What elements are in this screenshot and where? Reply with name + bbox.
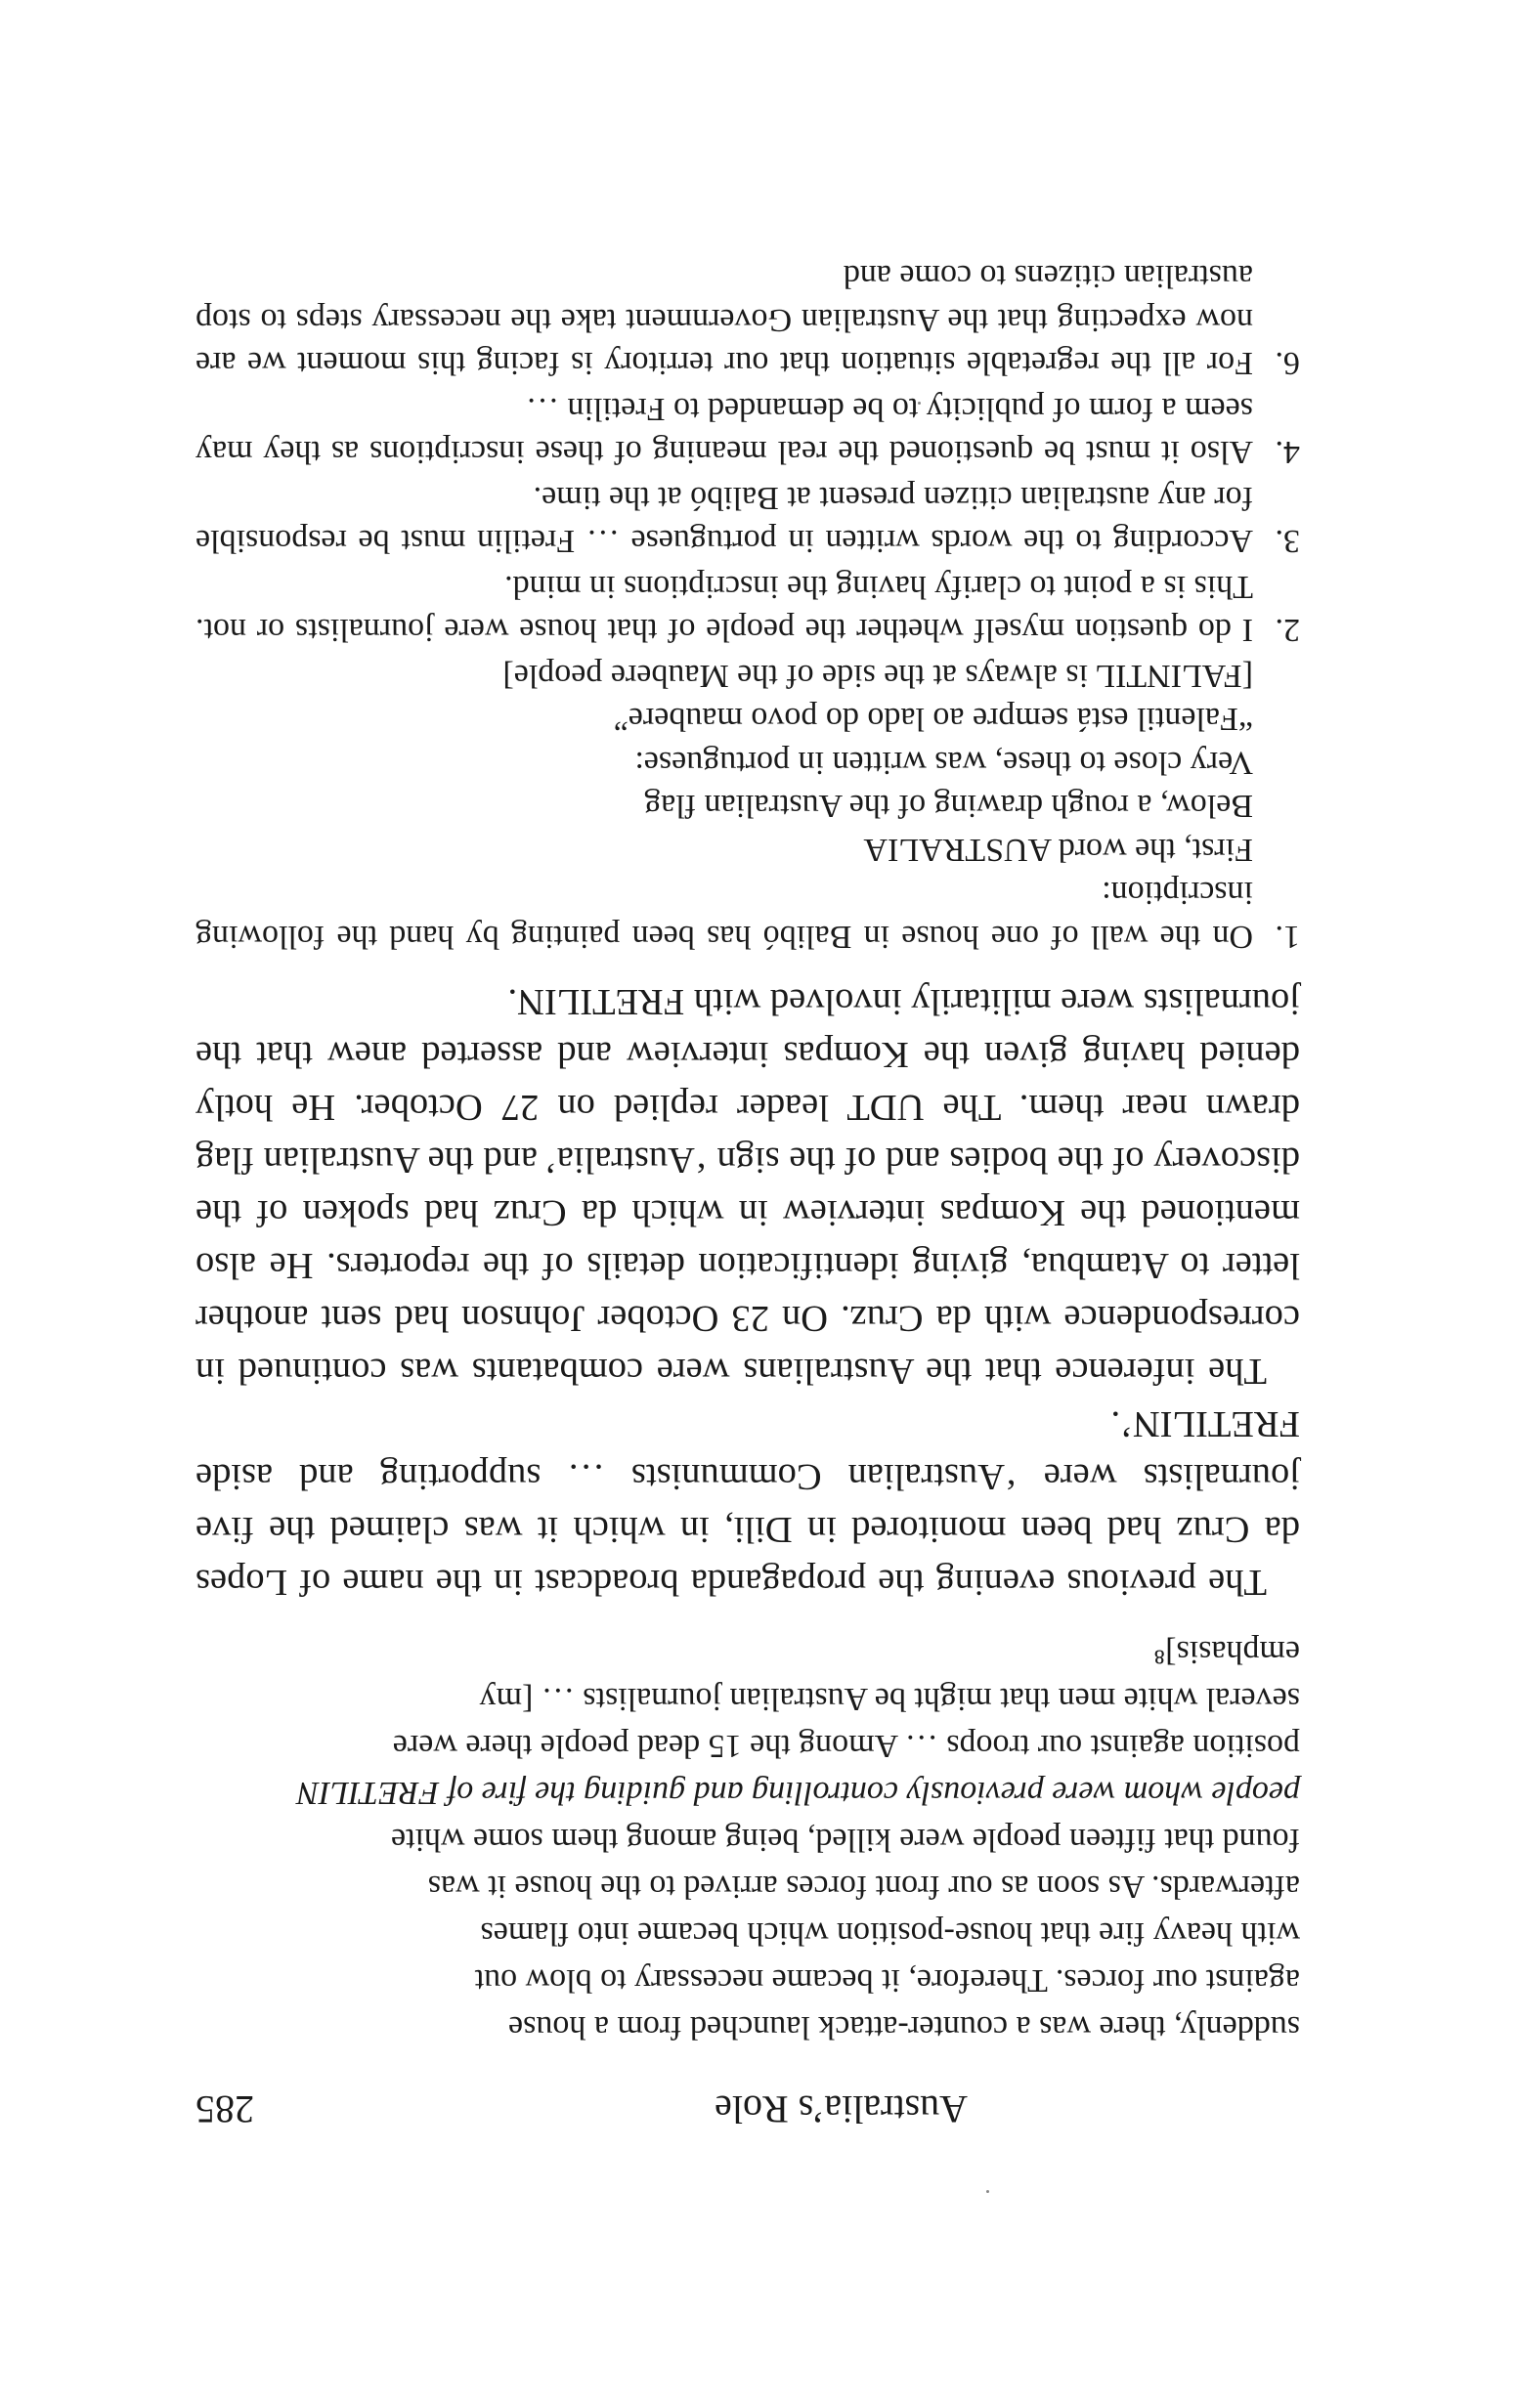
list-item-text: For all the regretable situation that our territory is facing this moment we are now expecting that the Australian Government take the necessary steps to stop australian citizens to come and [195,258,1253,382]
running-head-title: Australia’s Role [715,2087,968,2131]
list-item-text: I do question myself whether the people of that house were journalists or not. This is a point to clarify having the inscriptions in mind. [195,569,1253,649]
list-item-text: Also it must be questioned the real meaning of these inscriptions as they may seem a form of publicity to be demanded to Fretilin … [195,391,1253,471]
quote-line: emphasis]⁸ [1153,1634,1300,1670]
list-item-number: 6. [1275,345,1300,382]
quote-line: with heavy fire that house-position which became into flames [480,1915,1300,1952]
quote-line: found that fifteen people were killed, being among them some white [390,1822,1300,1858]
list-item [195,654,1300,959]
quote-line: people whom were previously controlling and guiding the fire of FRETILIN [296,1775,1300,1811]
list-sub-line: First, the word AUSTRALIA [863,832,1253,868]
list-item [195,254,1300,385]
list-sub-line: Very close to these, was written in portuguese: [634,745,1253,781]
list-sub-line: [FALINTIL is always at the side of the Maubere people] [502,658,1253,694]
quote-block [195,1630,1300,2048]
quote-line: position against our troops … Among the 15 dead people there were [392,1728,1300,1764]
list-item-text: On the wall of one house in Balibó has been painting by hand the following inscription: [195,875,1253,955]
quote-line: suddenly, there was a counter-attack launched from a house [508,2009,1300,2045]
list-item [195,565,1300,652]
list-sub-line: “Falentil está sempre ao lado do povo maubere” [613,701,1253,738]
list-item-number: 3. [1275,523,1300,560]
list-item-number: 2. [1275,612,1300,649]
body-paragraph: The previous evening the propaganda broadcast in the name of Lopes da Cruz had been monitored in Dili, in which it was claimed the five journalists were ‘Australian Communists … supporting and aside FRETILIN’. [195,1403,1300,1603]
text-block [195,252,1300,2134]
quote-line: against our forces. Therefore, it became necessary to blow out [474,1962,1300,1999]
numbered-list [195,254,1300,958]
list-item-number: 4. [1275,434,1300,471]
list-sub-line: Below, a rough drawing of the Australian flag [644,788,1253,825]
list-item [195,387,1300,474]
list-item-text: According to the words written in portuguese … Fretilin must be responsible for any australian citizen present at Balibó at the time. [195,480,1253,560]
list-item [195,476,1300,563]
running-head [195,2084,1300,2134]
list-item-number: 1. [1275,919,1300,955]
quote-line: several white men that might be Australian journalists … [my [479,1681,1300,1717]
body-paragraph: The inference that the Australians were combatants was continued in correspondence with da Cruz. On 23 October Johnson had sent another letter to Atambua, giving identification details of the reporters. He also mentioned the Kompas interview in which da Cruz had spoken of the discovery of the bodies and of the sign ‘Australia’ and the Australian flag drawn near them. The UDT leader replied on 27 October. He hotly denied having given the Kompas interview and asserted anew that the journalists were militarily involved with FRETILIN. [195,981,1300,1392]
page-number: 285 [195,2087,254,2131]
scan-speck [986,2190,989,2193]
quote-line: afterwards. As soon as our front forces arrived to the house it was [427,1869,1300,1905]
